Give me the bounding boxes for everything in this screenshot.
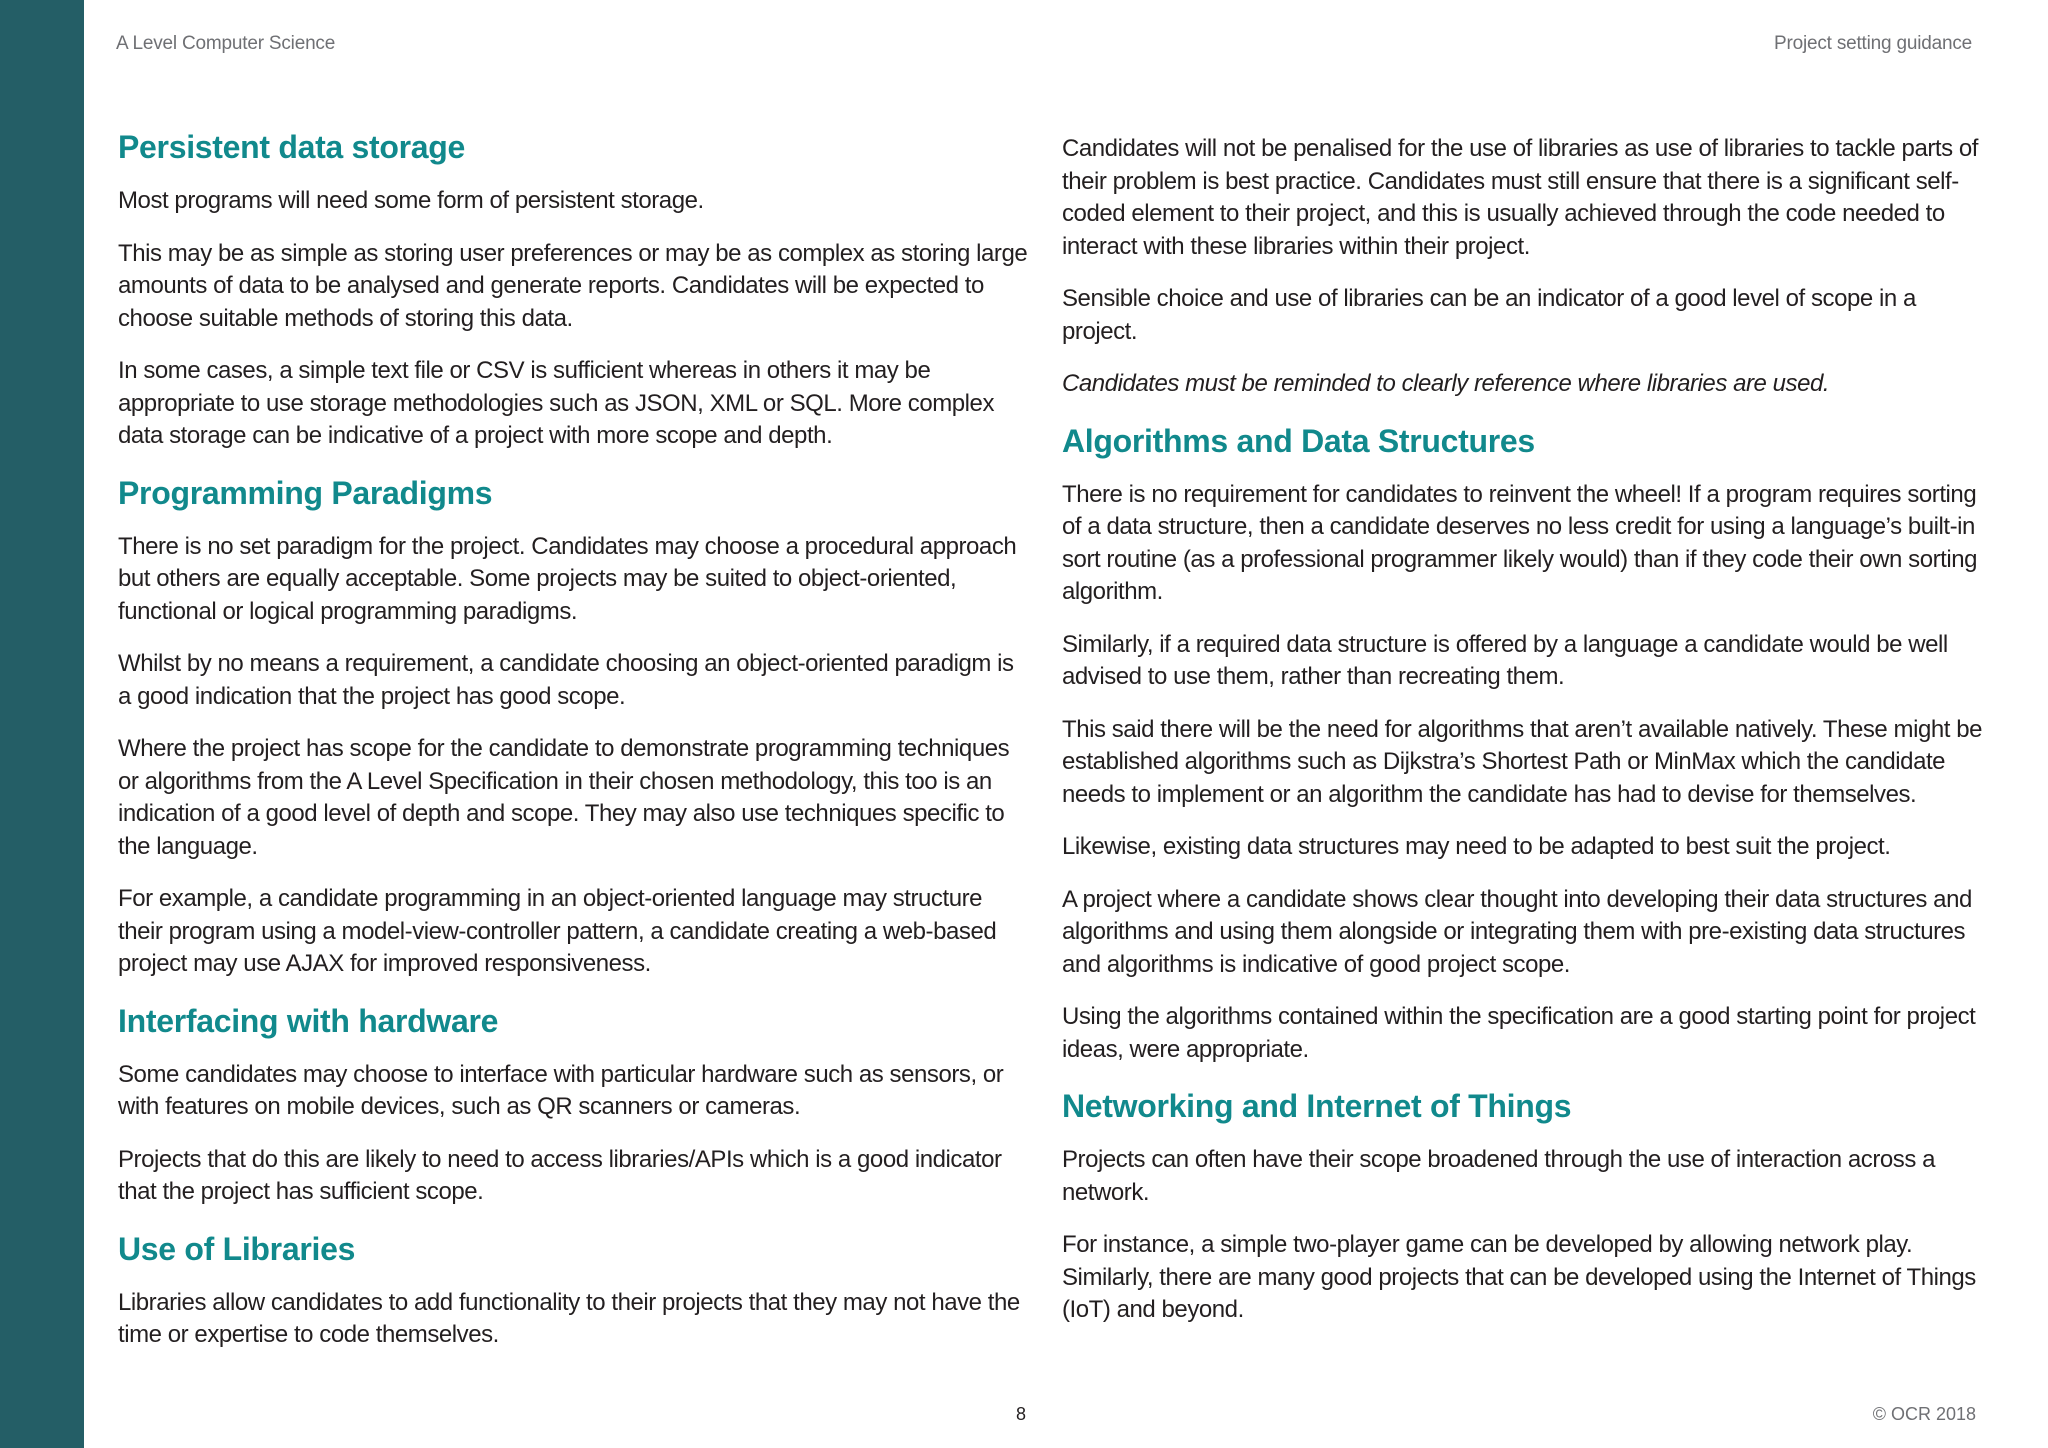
copyright-notice: © OCR 2018 — [1872, 1404, 1976, 1424]
paragraph: Projects that do this are likely to need to access libraries/APIs which is a good indicator that the project has sufficient scope. — [118, 1145, 1002, 1205]
paragraph: There is no set paradigm for the project. Candidates may choose a procedural approach but others are equally acceptable. Some projects may be suited to object-oriented, functional or logical programming paradigms. — [118, 532, 1017, 625]
left-column — [118, 127, 1028, 1372]
paragraph: For example, a candidate programming in an object-oriented language may structure their program using a model-view-controller pattern, a candidate creating a web-based project may use AJAX for improved responsiveness. — [118, 885, 997, 977]
section-heading: Algorithms and Data Structures — [1062, 422, 1535, 459]
paragraph: In some cases, a simple text file or CSV is sufficient whereas in others it may be appropriate to use storage methodologies such as JSON, XML or SQL. More complex data storage can be indicative of a project with more scope and depth. — [118, 357, 995, 449]
paragraph: A project where a candidate shows clear thought into developing their data structures and algorithms and using them alongside or integrating them with pre-existing data structures and algorithms is indicative of good project scope. — [1062, 885, 1972, 978]
paragraph: Sensible choice and use of libraries can be an indicator of a good level of scope in a project. — [1062, 285, 1916, 345]
right-column — [1062, 133, 1982, 1347]
paragraph: Using the algorithms contained within the specification are a good starting point for project ideas, were appropriate. — [1062, 1003, 1976, 1063]
section-heading: Persistent data storage — [118, 129, 466, 165]
italic-note: Candidates must be reminded to clearly reference where libraries are used. — [1062, 370, 1830, 397]
section-programming-paradigms — [118, 473, 1028, 981]
paragraph: There is no requirement for candidates to reinvent the wheel! If a program requires sorting of a data structure, then a candidate deserves no less credit for using a language’s built-in sort routine (as a professional programmer likely would) than if they code their own sorting algorithm. — [1062, 480, 1978, 605]
running-header-right: Project setting guidance — [1774, 33, 1972, 54]
paragraph: Most programs will need some form of persistent storage. — [118, 187, 704, 214]
paragraph: Likewise, existing data structures may need to be adapted to best suit the project. — [1062, 833, 1891, 860]
paragraph: Where the project has scope for the candidate to demonstrate programming techniques or algorithms from the A Level Specification in their chosen methodology, this too is an indication of a good level of depth and scope. They may also use techniques specific to the language. — [118, 735, 1010, 860]
page-number: 8 — [1016, 1404, 1027, 1424]
section-heading: Use of Libraries — [118, 1230, 356, 1267]
paragraph: This said there will be the need for algorithms that aren’t available natively. These might be established algorithms such as Dijkstra’s Shortest Path or MinMax which the candidate needs to implement or an algorithm the candidate has had to devise for themselves. — [1062, 715, 1982, 808]
section-algorithms-and-data-structures — [1062, 421, 1982, 1067]
paragraph: Libraries allow candidates to add functionality to their projects that they may not have the time or expertise to code themselves. — [118, 1288, 1020, 1348]
section-persistent-data-storage — [118, 127, 1028, 453]
section-heading: Programming Paradigms — [118, 474, 493, 511]
paragraph: Candidates will not be penalised for the use of libraries as use of libraries to tackle parts of their problem is best practice. Candidates must still ensure that there is a significant self-coded element to their project, and this is usually achieved through the code needed to interact with these libraries within their project. — [1062, 135, 1978, 260]
paragraph: Whilst by no means a requirement, a candidate choosing an object-oriented paradigm is a good indication that the project has good scope. — [118, 650, 1014, 710]
running-header-left: A Level Computer Science — [116, 33, 336, 54]
paragraph: For instance, a simple two-player game can be developed by allowing network play. Similarly, there are many good projects that can be developed using the Internet of Things (IoT) and beyond. — [1062, 1231, 1976, 1323]
section-heading: Interfacing with hardware — [118, 1002, 499, 1039]
paragraph: Some candidates may choose to interface with particular hardware such as sensors, or with features on mobile devices, such as QR scanners or cameras. — [118, 1060, 1004, 1120]
paragraph: Projects can often have their scope broadened through the use of interaction across a network. — [1062, 1146, 1935, 1206]
side-color-bar — [0, 0, 84, 1448]
section-interfacing-with-hardware — [118, 1001, 1028, 1209]
section-networking-and-iot — [1062, 1086, 1982, 1327]
section-heading: Networking and Internet of Things — [1062, 1088, 1572, 1124]
paragraph: Similarly, if a required data structure is offered by a language a candidate would be well advised to use them, rather than recreating them. — [1062, 630, 1948, 690]
section-use-of-libraries — [118, 1229, 1028, 1352]
paragraph: This may be as simple as storing user preferences or may be as complex as storing large amounts of data to be analysed and generate reports. Candidates will be expected to choose suitable methods of storing this data. — [118, 239, 1028, 332]
